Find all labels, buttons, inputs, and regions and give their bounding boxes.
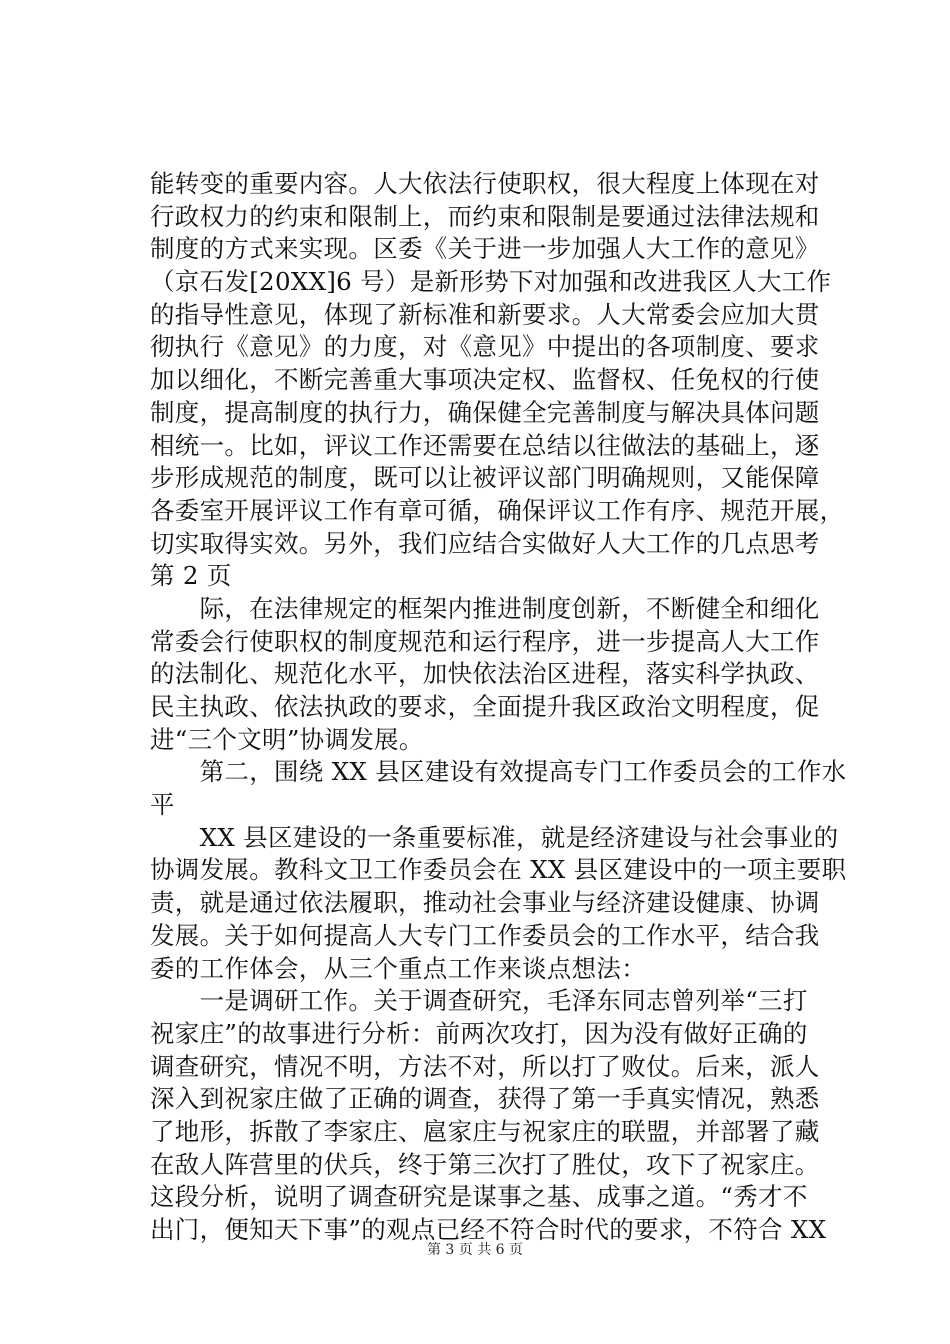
text-line: 深入到祝家庄做了正确的调查，获得了第一手真实情况，熟悉 bbox=[150, 1084, 820, 1114]
text-line: 一是调研工作。关于调查研究，毛泽东同志曾列举“三打 bbox=[150, 986, 808, 1016]
text-line: 在敌人阵营里的伏兵，终于第三次打了胜仗，攻下了祝家庄。 bbox=[150, 1149, 820, 1179]
text-line: 祝家庄”的故事进行分析：前两次攻打，因为没有做好正确的 bbox=[150, 1018, 808, 1048]
text-line: 民主执政、依法执政的要求，全面提升我区政治文明程度，促 bbox=[150, 692, 820, 721]
text-line: 的指导性意见，体现了新标准和新要求。人大常委会应加大贯 bbox=[150, 299, 820, 329]
text-line: （京石发[20XX]6 号）是新形势下对加强和改进我区人大工作 bbox=[150, 267, 832, 297]
text-line: 行政权力的约束和限制上，而约束和限制是要通过法律法规和 bbox=[150, 201, 820, 231]
text-line: 步形成规范的制度，既可以让被评议部门明确规则，又能保障 bbox=[150, 463, 820, 493]
page-number: 第 3 页 共 6 页 bbox=[426, 1242, 524, 1258]
section-heading-line: 平 bbox=[150, 790, 175, 820]
text-line: 相统一。比如，评议工作还需要在总结以往做法的基础上，逐 bbox=[150, 430, 820, 460]
text-line: 责，就是通过依法履职，推动社会事业与经济建设健康、协调 bbox=[150, 888, 820, 918]
text-line: 出门，便知天下事”的观点已经不符合时代的要求，不符合 XX bbox=[150, 1215, 827, 1244]
page-footer bbox=[0, 1240, 950, 1260]
text-line: XX 县区建设的一条重要标准，就是经济建设与社会事业的 bbox=[150, 822, 839, 852]
text-line: 制度的方式来实现。区委《关于进一步加强人大工作的意见》 bbox=[150, 234, 820, 264]
text-line: 进“三个文明”协调发展。 bbox=[150, 724, 424, 754]
text-line: 委的工作体会，从三个重点工作来谈点想法： bbox=[150, 953, 646, 983]
page-marker-line: 第 2 页 bbox=[150, 561, 232, 591]
text-line: 切实取得实效。另外，我们应结合实做好人大工作的几点思考 bbox=[150, 528, 820, 558]
section-heading-line: 第二，围绕 XX 县区建设有效提高专门工作委员会的工作水 bbox=[150, 757, 847, 787]
text-line: 彻执行《意见》的力度，对《意见》中提出的各项制度、要求 bbox=[150, 332, 820, 362]
text-line: 协调发展。教科文卫工作委员会在 XX 县区建设中的一项主要职 bbox=[150, 855, 847, 885]
text-line: 的法制化、规范化水平，加快依法治区进程，落实科学执政、 bbox=[150, 659, 820, 689]
document-body bbox=[150, 168, 847, 1247]
text-line: 了地形，拆散了李家庄、扈家庄与祝家庄的联盟，并部署了藏 bbox=[150, 1116, 820, 1146]
text-line: 际，在法律规定的框架内推进制度创新，不断健全和细化 bbox=[150, 593, 820, 623]
text-line: 各委室开展评议工作有章可循，确保评议工作有序、规范开展， bbox=[150, 495, 845, 525]
text-line: 调查研究，情况不明，方法不对，所以打了败仗。后来，派人 bbox=[150, 1051, 820, 1081]
text-line: 常委会行使职权的制度规范和运行程序，进一步提高人大工作 bbox=[150, 626, 820, 656]
text-line: 加以细化，不断完善重大事项决定权、监督权、任免权的行使 bbox=[150, 365, 820, 395]
text-line: 发展。关于如何提高人大专门工作委员会的工作水平，结合我 bbox=[150, 920, 820, 950]
text-line: 能转变的重要内容。人大依法行使职权，很大程度上体现在对 bbox=[150, 169, 820, 198]
text-line: 制度，提高制度的执行力，确保健全完善制度与解决具体问题 bbox=[150, 397, 820, 427]
text-line: 这段分析，说明了调查研究是谋事之基、成事之道。“秀才不 bbox=[150, 1182, 808, 1212]
